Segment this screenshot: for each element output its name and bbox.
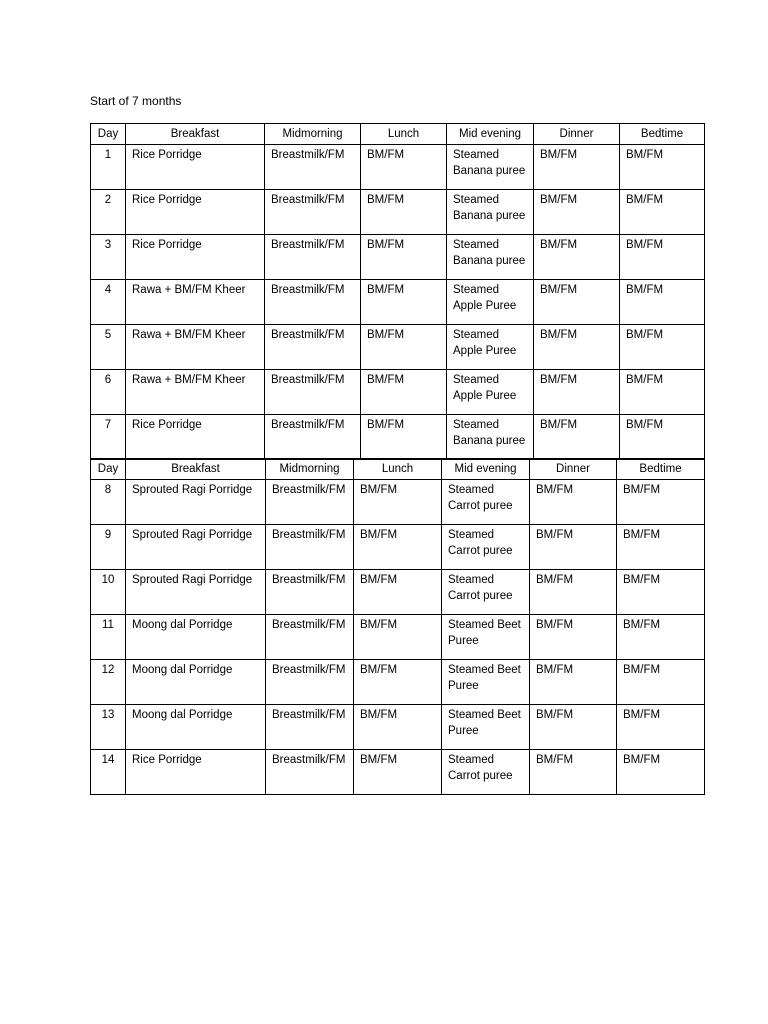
cell-lunch: BM/FM xyxy=(354,750,442,795)
column-header-midmorning: Midmorning xyxy=(266,459,354,480)
table-row xyxy=(91,525,705,570)
cell-lunch: BM/FM xyxy=(354,660,442,705)
cell-bedtime: BM/FM xyxy=(617,480,705,525)
cell-day: 8 xyxy=(91,480,126,525)
cell-mid-evening: Steamed Apple Puree xyxy=(447,325,534,370)
cell-midmorning: Breastmilk/FM xyxy=(266,480,354,525)
table-header-row xyxy=(91,124,705,145)
table-row xyxy=(91,415,705,460)
cell-bedtime: BM/FM xyxy=(617,570,705,615)
column-header-midmorning: Midmorning xyxy=(265,124,361,145)
table-row xyxy=(91,750,705,795)
cell-dinner: BM/FM xyxy=(530,615,617,660)
table-row xyxy=(91,480,705,525)
cell-midmorning: Breastmilk/FM xyxy=(266,705,354,750)
cell-dinner: BM/FM xyxy=(534,145,620,190)
cell-lunch: BM/FM xyxy=(361,280,447,325)
cell-day: 9 xyxy=(91,525,126,570)
cell-lunch: BM/FM xyxy=(361,145,447,190)
cell-breakfast: Moong dal Porridge xyxy=(126,705,266,750)
cell-midmorning: Breastmilk/FM xyxy=(266,615,354,660)
cell-day: 13 xyxy=(91,705,126,750)
cell-midmorning: Breastmilk/FM xyxy=(265,280,361,325)
cell-mid-evening: Steamed Carrot puree xyxy=(442,570,530,615)
cell-breakfast: Rice Porridge xyxy=(126,415,265,460)
cell-mid-evening: Steamed Banana puree xyxy=(447,190,534,235)
table-row xyxy=(91,570,705,615)
cell-lunch: BM/FM xyxy=(354,615,442,660)
column-header-mid-evening: Mid evening xyxy=(447,124,534,145)
cell-bedtime: BM/FM xyxy=(617,525,705,570)
column-header-day: Day xyxy=(91,459,126,480)
cell-dinner: BM/FM xyxy=(530,660,617,705)
cell-breakfast: Rawa + BM/FM Kheer xyxy=(126,370,265,415)
meal-plan-table-week-2 xyxy=(90,458,705,795)
cell-lunch: BM/FM xyxy=(361,370,447,415)
column-header-bedtime: Bedtime xyxy=(620,124,705,145)
cell-dinner: BM/FM xyxy=(534,370,620,415)
cell-bedtime: BM/FM xyxy=(620,145,705,190)
cell-breakfast: Rice Porridge xyxy=(126,235,265,280)
column-header-bedtime: Bedtime xyxy=(617,459,705,480)
cell-breakfast: Moong dal Porridge xyxy=(126,615,266,660)
cell-bedtime: BM/FM xyxy=(617,705,705,750)
cell-day: 7 xyxy=(91,415,126,460)
table-row xyxy=(91,325,705,370)
cell-breakfast: Sprouted Ragi Porridge xyxy=(126,480,266,525)
cell-mid-evening: Steamed Banana puree xyxy=(447,235,534,280)
table-row xyxy=(91,235,705,280)
cell-lunch: BM/FM xyxy=(361,325,447,370)
column-header-lunch: Lunch xyxy=(354,459,442,480)
cell-lunch: BM/FM xyxy=(361,190,447,235)
cell-breakfast: Sprouted Ragi Porridge xyxy=(126,570,266,615)
cell-bedtime: BM/FM xyxy=(617,660,705,705)
cell-breakfast: Rice Porridge xyxy=(126,190,265,235)
cell-mid-evening: Steamed Banana puree xyxy=(447,415,534,460)
column-header-breakfast: Breakfast xyxy=(126,459,266,480)
cell-bedtime: BM/FM xyxy=(620,235,705,280)
table-row xyxy=(91,705,705,750)
cell-midmorning: Breastmilk/FM xyxy=(266,570,354,615)
cell-mid-evening: Steamed Beet Puree xyxy=(442,705,530,750)
cell-lunch: BM/FM xyxy=(354,525,442,570)
cell-breakfast: Rice Porridge xyxy=(126,145,265,190)
cell-midmorning: Breastmilk/FM xyxy=(266,660,354,705)
cell-day: 2 xyxy=(91,190,126,235)
cell-bedtime: BM/FM xyxy=(617,750,705,795)
column-header-breakfast: Breakfast xyxy=(126,124,265,145)
cell-mid-evening: Steamed Carrot puree xyxy=(442,750,530,795)
table-row xyxy=(91,615,705,660)
cell-breakfast: Rawa + BM/FM Kheer xyxy=(126,280,265,325)
cell-bedtime: BM/FM xyxy=(620,370,705,415)
cell-day: 3 xyxy=(91,235,126,280)
cell-dinner: BM/FM xyxy=(534,415,620,460)
cell-midmorning: Breastmilk/FM xyxy=(265,190,361,235)
cell-breakfast: Moong dal Porridge xyxy=(126,660,266,705)
column-header-day: Day xyxy=(91,124,126,145)
cell-dinner: BM/FM xyxy=(530,525,617,570)
cell-mid-evening: Steamed Apple Puree xyxy=(447,280,534,325)
cell-midmorning: Breastmilk/FM xyxy=(265,415,361,460)
cell-dinner: BM/FM xyxy=(530,570,617,615)
cell-lunch: BM/FM xyxy=(361,235,447,280)
cell-dinner: BM/FM xyxy=(530,480,617,525)
cell-mid-evening: Steamed Beet Puree xyxy=(442,615,530,660)
cell-midmorning: Breastmilk/FM xyxy=(265,370,361,415)
table-header-row xyxy=(91,459,705,480)
column-header-dinner: Dinner xyxy=(534,124,620,145)
cell-lunch: BM/FM xyxy=(354,570,442,615)
cell-day: 6 xyxy=(91,370,126,415)
table-row xyxy=(91,660,705,705)
cell-bedtime: BM/FM xyxy=(620,280,705,325)
cell-mid-evening: Steamed Banana puree xyxy=(447,145,534,190)
cell-dinner: BM/FM xyxy=(534,280,620,325)
table-row xyxy=(91,190,705,235)
cell-breakfast: Sprouted Ragi Porridge xyxy=(126,525,266,570)
cell-lunch: BM/FM xyxy=(354,705,442,750)
cell-day: 14 xyxy=(91,750,126,795)
cell-mid-evening: Steamed Carrot puree xyxy=(442,525,530,570)
cell-day: 5 xyxy=(91,325,126,370)
cell-midmorning: Breastmilk/FM xyxy=(266,525,354,570)
cell-dinner: BM/FM xyxy=(530,705,617,750)
cell-mid-evening: Steamed Beet Puree xyxy=(442,660,530,705)
cell-midmorning: Breastmilk/FM xyxy=(265,325,361,370)
document-heading: Start of 7 months xyxy=(90,94,182,108)
cell-dinner: BM/FM xyxy=(534,325,620,370)
cell-lunch: BM/FM xyxy=(361,415,447,460)
table-row xyxy=(91,370,705,415)
column-header-dinner: Dinner xyxy=(530,459,617,480)
cell-midmorning: Breastmilk/FM xyxy=(266,750,354,795)
cell-day: 1 xyxy=(91,145,126,190)
cell-bedtime: BM/FM xyxy=(620,325,705,370)
column-header-mid-evening: Mid evening xyxy=(442,459,530,480)
cell-dinner: BM/FM xyxy=(534,190,620,235)
cell-dinner: BM/FM xyxy=(530,750,617,795)
table-row xyxy=(91,145,705,190)
column-header-lunch: Lunch xyxy=(361,124,447,145)
table-row xyxy=(91,280,705,325)
cell-mid-evening: Steamed Carrot puree xyxy=(442,480,530,525)
cell-lunch: BM/FM xyxy=(354,480,442,525)
cell-breakfast: Rawa + BM/FM Kheer xyxy=(126,325,265,370)
cell-day: 11 xyxy=(91,615,126,660)
cell-breakfast: Rice Porridge xyxy=(126,750,266,795)
meal-plan-table-week-1 xyxy=(90,123,705,460)
cell-bedtime: BM/FM xyxy=(617,615,705,660)
cell-midmorning: Breastmilk/FM xyxy=(265,145,361,190)
cell-day: 4 xyxy=(91,280,126,325)
cell-mid-evening: Steamed Apple Puree xyxy=(447,370,534,415)
cell-midmorning: Breastmilk/FM xyxy=(265,235,361,280)
cell-bedtime: BM/FM xyxy=(620,415,705,460)
cell-day: 10 xyxy=(91,570,126,615)
cell-day: 12 xyxy=(91,660,126,705)
cell-dinner: BM/FM xyxy=(534,235,620,280)
cell-bedtime: BM/FM xyxy=(620,190,705,235)
